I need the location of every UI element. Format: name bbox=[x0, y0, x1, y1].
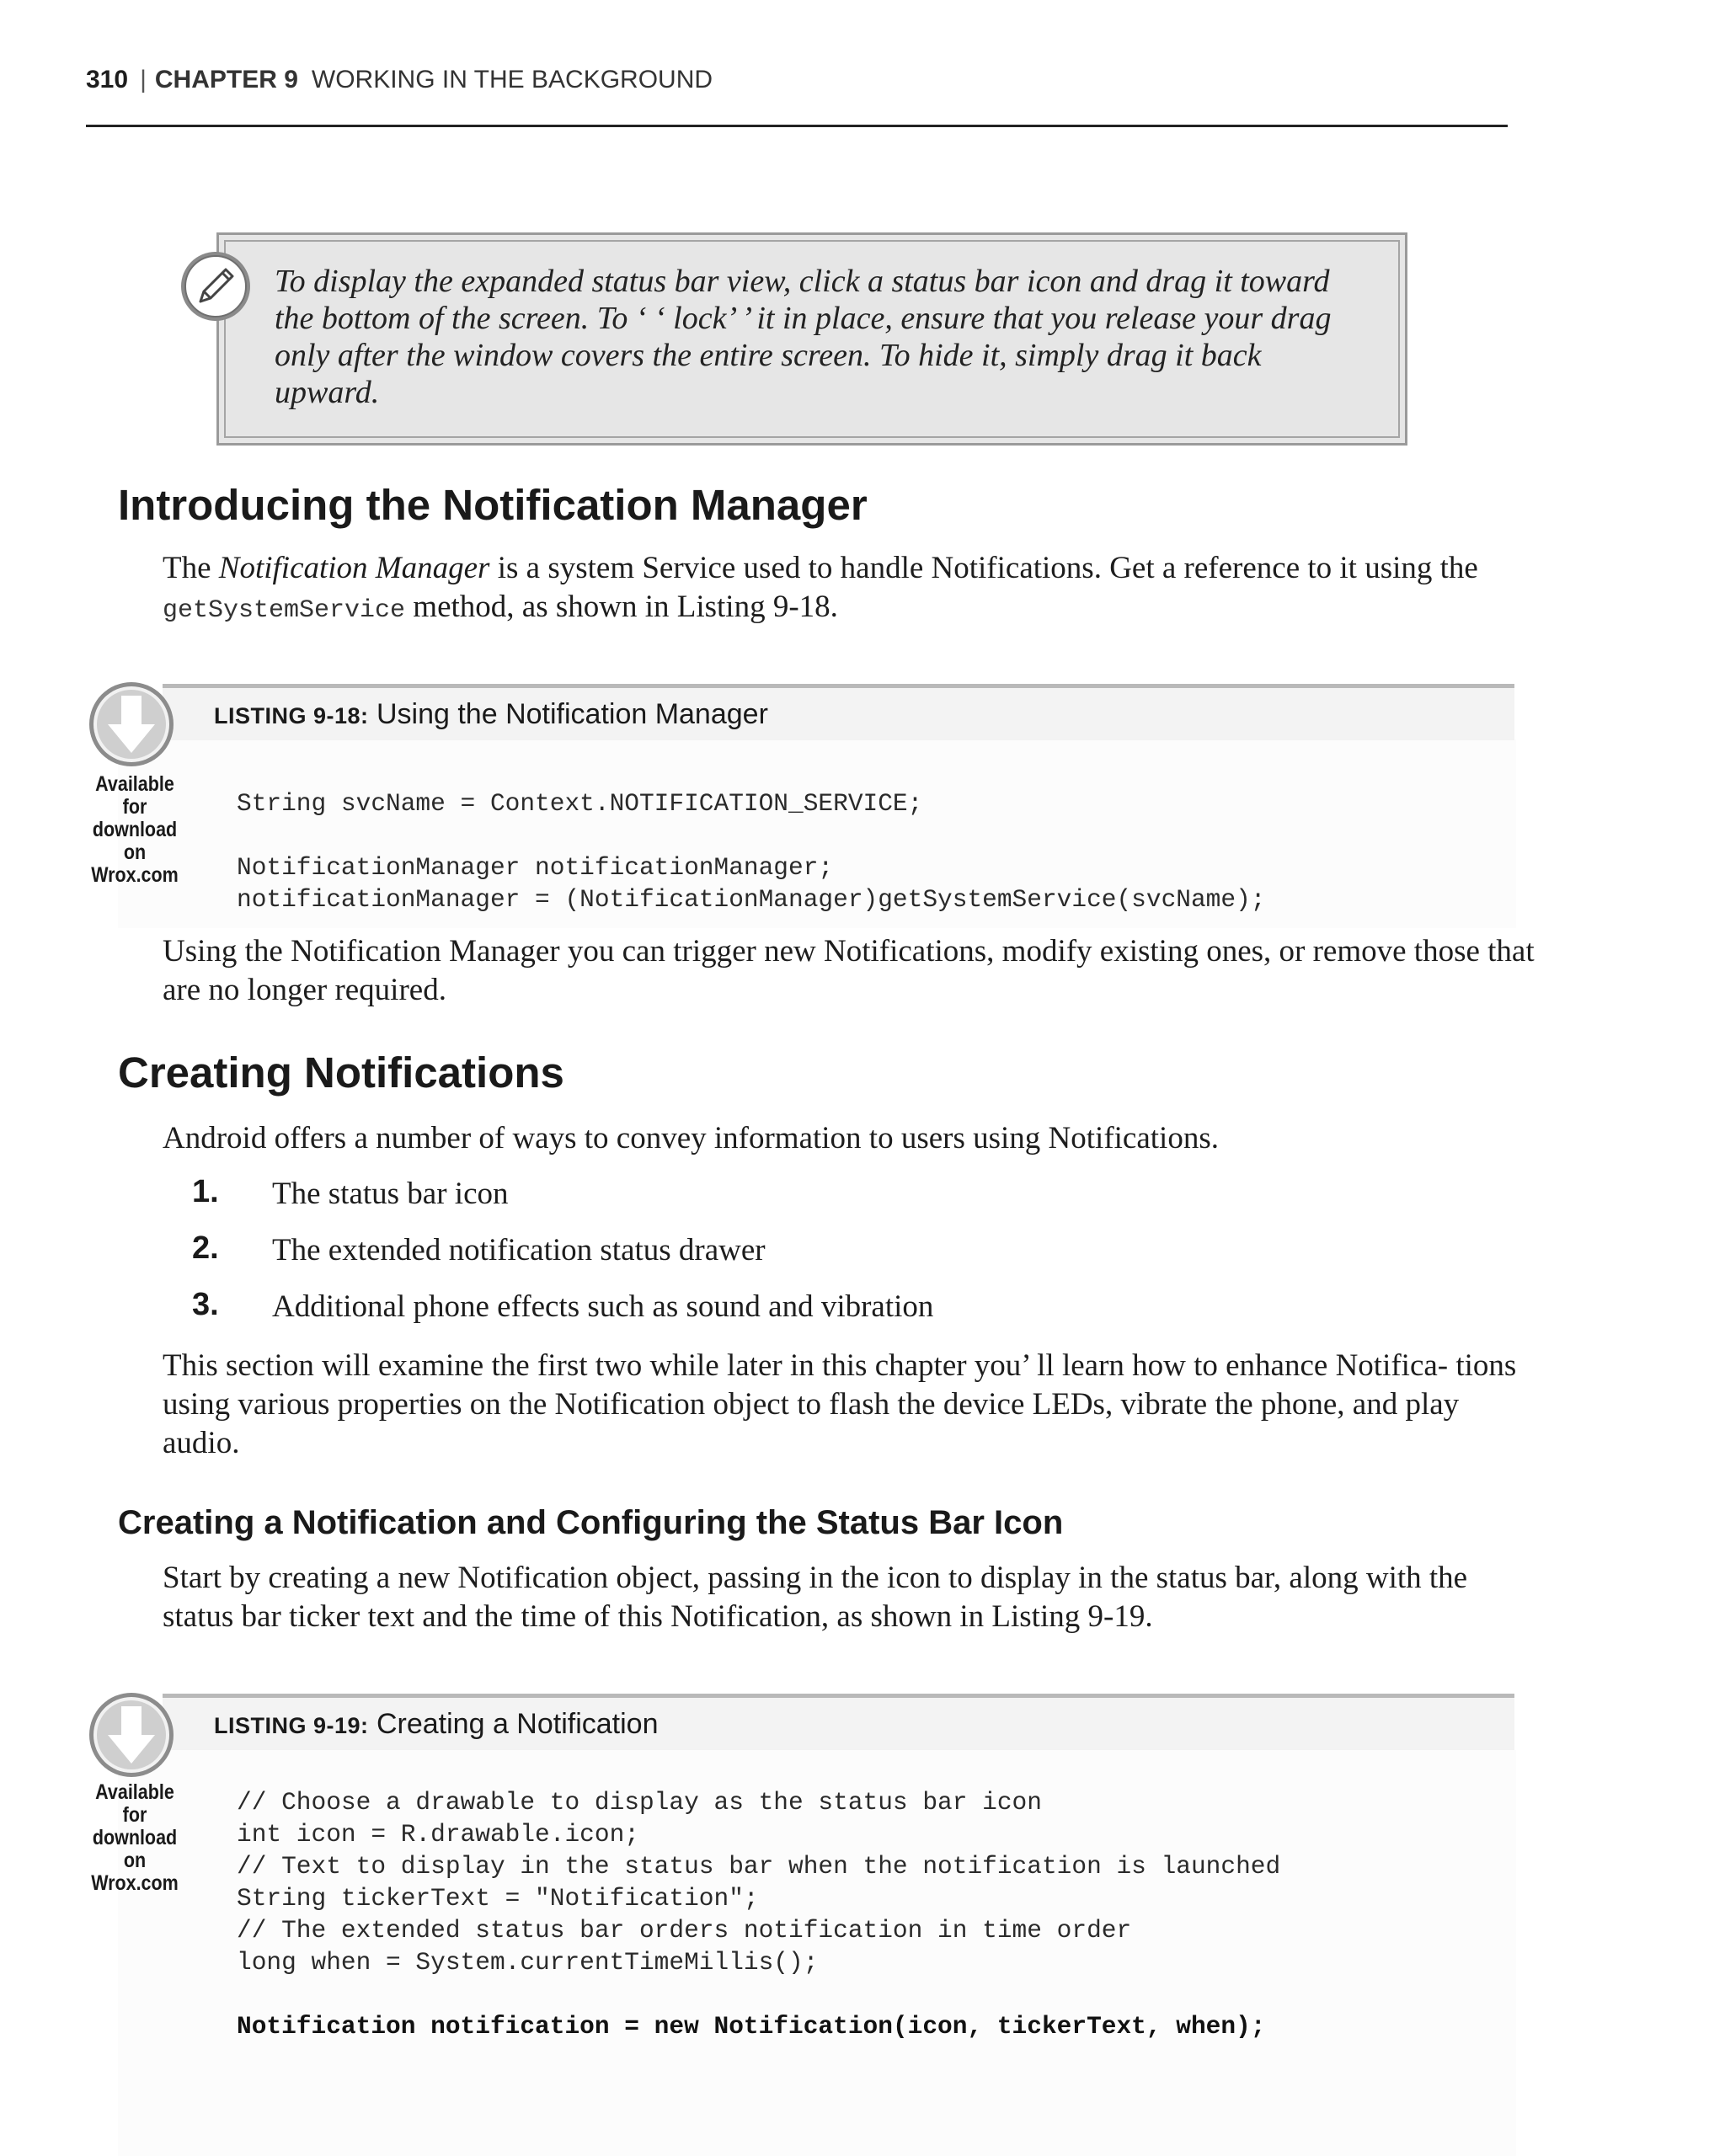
code-block bbox=[237, 787, 1266, 915]
pencil-icon bbox=[179, 249, 253, 323]
code-line: // Choose a drawable to display as the status bar icon bbox=[237, 1788, 1042, 1817]
code-block bbox=[237, 1786, 1280, 2042]
list-number: 2. bbox=[192, 1230, 219, 1266]
code-line-bold: Notification notification = new Notification(icon, tickerText, when); bbox=[237, 2012, 1266, 2041]
code-line: int icon = R.drawable.icon; bbox=[237, 1820, 639, 1849]
listing-name: Using the Notification Manager bbox=[376, 698, 768, 730]
emphasis-term: Notification Manager bbox=[218, 551, 490, 585]
header-separator: | bbox=[140, 66, 147, 93]
section-heading-notification-manager: Introducing the Notification Manager bbox=[118, 481, 868, 529]
list-item: The extended notification status drawer bbox=[272, 1233, 766, 1267]
download-note-line: Available for bbox=[95, 772, 174, 819]
download-note-line: download on bbox=[92, 1826, 178, 1872]
running-header bbox=[86, 66, 713, 94]
download-note[interactable] bbox=[84, 1781, 185, 1895]
download-note-line: Available for bbox=[95, 1780, 174, 1827]
code-line: notificationManager = (NotificationManager)getSystemService(svcName); bbox=[237, 885, 1266, 914]
text-run: method, as shown in Listing 9-18. bbox=[405, 590, 838, 624]
code-line: String svcName = Context.NOTIFICATION_SERVICE; bbox=[237, 789, 923, 818]
code-line: // The extended status bar orders notification in time order bbox=[237, 1916, 1132, 1945]
note-line: upward. bbox=[275, 375, 380, 410]
listing-title bbox=[214, 698, 768, 731]
page-number: 310 bbox=[86, 66, 129, 93]
code-line: NotificationManager notificationManager; bbox=[237, 853, 834, 882]
note-line: the bottom of the screen. To ‘ ‘ lock’ ’ it in place, ensure that you release your drag bbox=[275, 301, 1332, 336]
code-line: String tickerText = "Notification"; bbox=[237, 1884, 759, 1913]
paragraph-intro-notification-manager bbox=[163, 549, 1544, 630]
list-item: The status bar icon bbox=[272, 1177, 509, 1211]
text-run: The bbox=[163, 551, 219, 585]
download-note[interactable] bbox=[84, 773, 185, 887]
paragraph-after-list: This section will examine the first two while later in this chapter you’ ll learn how to enhance Notifica- tions using various properties on the Notification object to flash the device LEDs, vibrate the phone, and play audio. bbox=[163, 1348, 1517, 1460]
listing-title bbox=[214, 1708, 659, 1741]
note-line: To display the expanded status bar view, click a status bar icon and drag it toward bbox=[275, 264, 1330, 299]
header-rule bbox=[86, 125, 1508, 127]
download-note-line: Wrox.com bbox=[91, 1871, 179, 1895]
download-note-line: Wrox.com bbox=[91, 863, 179, 887]
code-line: long when = System.currentTimeMillis(); bbox=[237, 1948, 819, 1977]
code-line: // Text to display in the status bar when the notification is launched bbox=[237, 1852, 1281, 1881]
list-number: 3. bbox=[192, 1287, 219, 1322]
download-arrow-icon[interactable] bbox=[88, 680, 175, 768]
inline-code: getSystemService bbox=[163, 596, 406, 625]
subsection-heading-status-bar-icon: Creating a Notification and Configuring the Status Bar Icon bbox=[118, 1504, 1064, 1541]
text-run: is a system Service used to handle Notifications. Get a reference to it using the bbox=[489, 551, 1478, 585]
list-number: 1. bbox=[192, 1174, 219, 1209]
listing-label: LISTING 9-19: bbox=[214, 1713, 369, 1738]
paragraph-after-listing-18: Using the Notification Manager you can trigger new Notifications, modify existing ones, or remove those that are no longer required. bbox=[163, 934, 1535, 1007]
download-arrow-icon[interactable] bbox=[88, 1691, 175, 1779]
section-heading-creating-notifications: Creating Notifications bbox=[118, 1049, 564, 1097]
paragraph-intro-status-bar-icon: Start by creating a new Notification object, passing in the icon to display in the status bar, along with the status bar ticker text and the time of this Notification, as shown in Listing 9-19. bbox=[163, 1561, 1468, 1634]
chapter-label: CHAPTER 9 bbox=[154, 66, 298, 93]
download-note-line: download on bbox=[92, 818, 178, 864]
paragraph-intro-creating-notifications: Android offers a number of ways to convey information to users using Notifications. bbox=[163, 1121, 1219, 1155]
listing-label: LISTING 9-18: bbox=[214, 703, 369, 728]
note-text bbox=[275, 263, 1420, 411]
list-item: Additional phone effects such as sound and vibration bbox=[272, 1289, 934, 1324]
chapter-title: WORKING IN THE BACKGROUND bbox=[311, 66, 713, 93]
note-line: only after the window covers the entire screen. To hide it, simply drag it back bbox=[275, 338, 1262, 373]
listing-name: Creating a Notification bbox=[376, 1708, 659, 1740]
